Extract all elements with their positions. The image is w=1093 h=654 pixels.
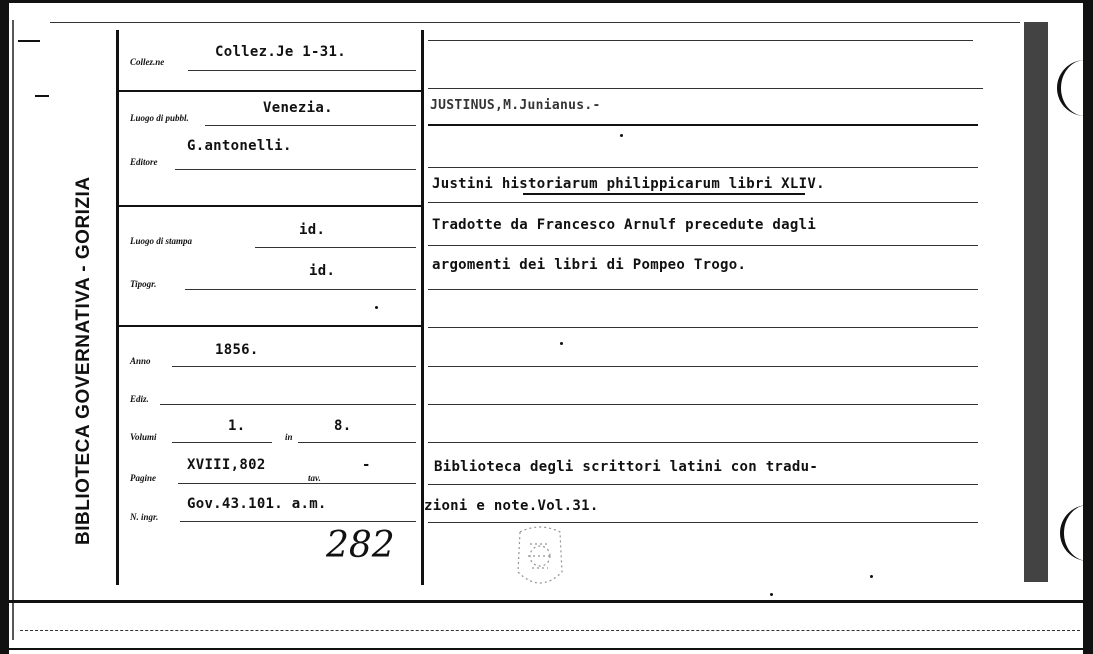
collezione-label: Collez.ne — [130, 57, 165, 67]
editore-line — [175, 169, 416, 170]
left-column-divider — [116, 30, 119, 585]
right-line-3 — [428, 124, 978, 126]
speck — [18, 40, 40, 42]
left-separator-1 — [118, 90, 423, 92]
anno-label: Anno — [130, 356, 151, 366]
speck — [770, 593, 773, 596]
luogo-stampa-value: id. — [299, 222, 326, 238]
series-line-2: zioni e note.Vol.31. — [424, 498, 599, 514]
luogo-pubbl-line — [205, 125, 416, 126]
right-hole-top — [1057, 60, 1091, 116]
pagine-line — [178, 483, 416, 484]
n-ingr-label: N. ingr. — [130, 512, 159, 522]
in-value: 8. — [334, 418, 352, 434]
right-line-1 — [428, 40, 973, 41]
right-line-11 — [428, 442, 978, 443]
pagine-value: XVIII,802 — [187, 457, 266, 473]
title-underline — [523, 193, 805, 195]
luogo-stampa-label: Luogo di stampa — [130, 236, 193, 246]
in-label: in — [285, 432, 293, 442]
series-line-1: Biblioteca degli scrittori latini con tradu- — [434, 459, 819, 475]
volumi-label: Volumi — [130, 432, 157, 442]
title-line-3: argomenti dei libri di Pompeo Trogo. — [432, 257, 747, 273]
speck — [560, 342, 563, 345]
right-line-10 — [428, 404, 978, 405]
tav-value: - — [362, 457, 371, 473]
library-name: BIBLIOTECA GOVERNATIVA - GORIZIA — [73, 176, 94, 545]
right-line-2 — [428, 88, 983, 89]
anno-line — [172, 366, 416, 367]
left-separator-2 — [118, 205, 423, 207]
right-line-7 — [428, 289, 978, 290]
right-shadow-band — [1024, 22, 1048, 582]
left-separator-3 — [118, 325, 423, 327]
handwritten-number: 282 — [326, 525, 395, 566]
editore-value: G.antonelli. — [187, 138, 292, 154]
right-line-8 — [428, 327, 978, 328]
right-line-9 — [428, 366, 978, 367]
luogo-stampa-line — [255, 247, 416, 248]
editore-label: Editore — [130, 157, 158, 167]
right-hole-bottom — [1060, 505, 1093, 561]
collezione-value: Collez.Je 1-31. — [215, 44, 346, 60]
tipogr-line — [185, 289, 416, 290]
speck — [375, 306, 378, 309]
right-line-6 — [428, 245, 978, 246]
luogo-pubbl-label: Luogo di pubbl. — [130, 113, 189, 123]
tipogr-label: Tipogr. — [130, 279, 157, 289]
left-edge-inner — [12, 20, 14, 640]
speck — [35, 95, 49, 97]
ediz-label: Ediz. — [130, 394, 149, 404]
ediz-line — [160, 404, 416, 405]
right-line-5 — [428, 202, 978, 203]
title-line-2: Tradotte da Francesco Arnulf precedute dagli — [432, 217, 817, 233]
right-line-12 — [428, 484, 978, 485]
left-edge — [0, 0, 9, 654]
collezione-line — [188, 70, 416, 71]
speck — [870, 575, 873, 578]
pagine-label: Pagine — [130, 473, 156, 483]
tav-label: tav. — [308, 473, 321, 483]
volumi-value: 1. — [228, 418, 246, 434]
n-ingr-line — [180, 521, 416, 522]
author-heading: JUSTINUS,M.Junianus.- — [430, 98, 601, 113]
bottom-dash-line — [20, 630, 1080, 632]
bottom-border — [0, 600, 1093, 603]
tipogr-value: id. — [309, 263, 336, 279]
in-line — [298, 442, 416, 443]
top-border — [0, 0, 1093, 3]
bottom-edge — [0, 648, 1093, 650]
volumi-line — [172, 442, 272, 443]
anno-value: 1856. — [215, 342, 259, 358]
title-line-1: Justini historiarum philippicarum libri XLIV. — [432, 176, 825, 192]
right-line-4 — [428, 167, 978, 168]
speck — [620, 134, 623, 137]
top-inner-line — [50, 22, 1020, 23]
n-ingr-value: Gov.43.101. a.m. — [187, 496, 327, 512]
luogo-pubbl-value: Venezia. — [263, 100, 333, 116]
library-stamp-mark — [500, 522, 580, 600]
